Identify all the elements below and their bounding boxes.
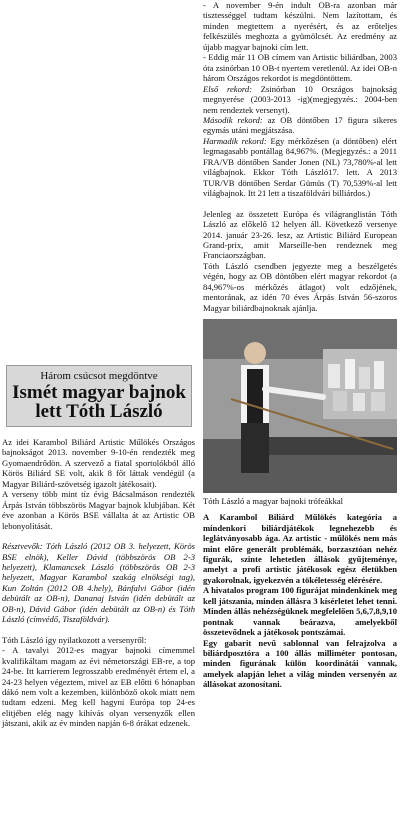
info-paragraph-1: A Karambol Biliárd Műlökés kategória a mindenkori biliárdjátékok legnehezebb és leglátványosabb ága. Az artistic - műlökés nem más mint előre generált problémák, borzasztóan nehéz figurák, szinte lehetetlen állások gyűjteménye, amelyt a profi artistic játékosok egész életükben gyakorolnak, igyekezvén a tökéletesség elérésére.	[203, 512, 397, 585]
participants-paragraph: Résztvevők: Tóth László (2012 OB 3. helyezett, Körös BSE elnök), Keller Dávid (többszörös OB 2-3 helyezett), Klamancsek László (többszörös OB 2-3 helyezett, Magyar Karambol szakág elnökségi tag), Kun Zoltán (2012 OB 4.hely), Bánfalvi Gábor (idén debütált az OB-n), Dananaj István (idén debütált az OB-n), Dávid Gábor (idén debütált az OB-n) és Tóth László (címvédő, Tiszaföldvár).	[2, 541, 195, 625]
record-1-text: Zsinórban 10 Országos bajnokság megnyerése (2003-2013 -ig)(megjegyzés.: 2004-ben nem rendeztek versenyt).	[203, 83, 397, 115]
record-2-label: Második rekord:	[203, 114, 263, 125]
info-box	[203, 512, 397, 690]
article-headline-line1: Ismét magyar bajnok	[12, 382, 186, 403]
photo-caption: Tóth László a magyar bajnoki trófeákkal	[203, 496, 344, 507]
article-kicker: Három csúcsot megdöntve	[40, 370, 158, 382]
headline-box	[6, 365, 192, 427]
article-headline-line2: lett Tóth László	[35, 401, 163, 422]
quote-paragraph: - A tavalyi 2012-es magyar bajnoki címemmel kvalifikáltam magam az évi németországi EB-re, a top 24-be. Itt karrierem legrosszabb eredményét értem el, a 24-23 helyen végeztem, mivel az EB előtti 6 hónapban dákó nem volt a kezemben, különböző okok miatt nem tudtam edzeni. Meg kell hagyni Európa top 24-es elitjében elég nagy kihívás olyan versenyzők ellen játszani, akik az év minden napján 6-8 órákat edzenek.	[2, 645, 195, 729]
info-paragraph-2: A hivatalos program 100 figurájat mindenkinek meg kell játszania, minden állásra 3 kísérletet lehet tenni. Minden állás nehézségüknek megfelelően 5,6,7,8,9,10 pontnak vannak beárazva, amelyekből összetevődnek a játékosok pontszámai.	[203, 585, 397, 638]
record-3-text: Egy mérkőzésen (a döntőben) elért legmagasabb pontállag 84,967%. (Megjegyzés.: a 2011 FRA/VB döntőben Sander Jonen (NL) 73,780%-al lett világbajnok. Ekkor Tóth László17. lett. A 2013 TUR/VB döntőben Serdar Gümüs (T) 70,539%-al lett világbajnok. Itt 21 lett a tiszaföldvári billiárdos.)	[203, 135, 397, 199]
ranking-paragraph: Jelenleg az összetett Európa és világranglistán Tóth László az előkelő 12 helyen áll. Következő versenye 2014. január 23-26. lesz, az Artistic Biliárd European Grand-prix, amit Marseille-ben rendeznek meg Franciaországban.	[203, 208, 397, 261]
quote-continued-paragraph: - A november 9-én indult OB-ra azonban már tisztességgel tudtam készülni. Nem lazítottam, és minden megtettem a nyerésért, és az erőteljes felkészülés meghozta a gyümölcsét. Az eredmény az újabb magyar bajnoki cím lett.	[203, 0, 397, 52]
record-2-text: az OB döntőben 17 figura sikeres egymás utáni megjátszása.	[203, 114, 397, 136]
left-column	[2, 0, 195, 729]
player-photo	[203, 319, 397, 493]
record-1	[203, 84, 397, 115]
history-paragraph: A verseny több mint tíz évig Bácsalmáson rendezték Árpás István többszörös Magyar bajnok klubjában. Két éve azonban a Körös BSE vállalta át az Artistic OB lebonyolítását.	[2, 489, 195, 531]
dedication-paragraph: Tóth László csendben jegyezte meg a beszélgetés végén, hogy az OB döntőben elért magyar rekordot (a 84,967%-os mérkőzés átlagot) volt edzőjének, mentorának, az idén 70 éves Árpás István 56-szoros Magyar biliárdbajnoknak ajánlja.	[203, 260, 397, 313]
info-paragraph-3: Egy gabarit nevű sablonnal van felrajzolva a biliárdposztóra a 100 állás milliméter pontosan, minden figurának külön koordinátái vannak, amelyek alapján lehet a világ minden versenyén az állásokat azonosítani.	[203, 637, 397, 690]
titles-paragraph: - Eddig már 11 OB címem van Artistic biliárdban, 2003 óta zsinórban 10 OB-t nyertem veretlenül. Az idei OB-n három Országos rekordot is megdöntöttem.	[203, 52, 397, 84]
intro-paragraph: Az idei Karambol Biliárd Artistic Műlökés Országos bajnokságot 2013. november 9-10-én rendezték meg Gyomaendrődön. A szervező a fiatal sportolókból álló Körös Biliárd SE volt, akik 8 főt láttak vendégül (a Magyar Biliárd-szövetség igazolt játékosait).	[2, 437, 195, 489]
record-1-label: Első rekord:	[203, 83, 253, 94]
quote-lead: Tóth László így nyilatkozott a versenyről:	[2, 634, 147, 645]
player-with-trophies-image	[203, 319, 397, 493]
record-2	[203, 115, 397, 136]
right-column	[203, 0, 397, 690]
record-3-label: Harmadik rekord:	[203, 135, 267, 146]
record-3	[203, 136, 397, 199]
